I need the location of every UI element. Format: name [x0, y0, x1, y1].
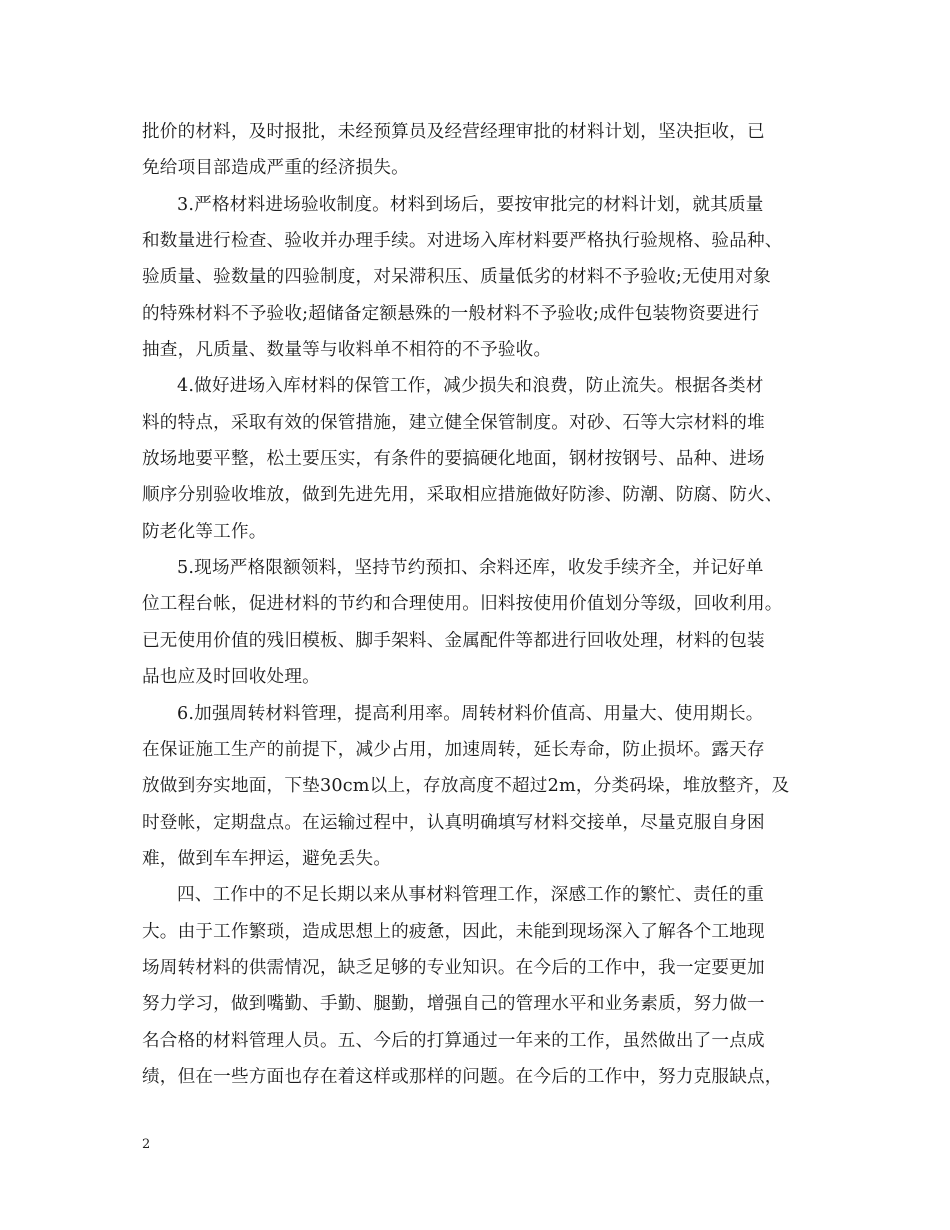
text-line: 大。由于工作繁琐，造成思想上的疲惫，因此，未能到现场深入了解各个工地现 [142, 921, 765, 942]
text-line: 抽查，凡质量、数量等与收料单不相符的不予验收。 [142, 340, 552, 361]
text-line: 名合格的材料管理人员。五、今后的打算通过一年来的工作，虽然做出了一点成 [142, 1030, 765, 1051]
text-line: 和数量进行检查、验收并办理手续。对进场入库材料要严格执行验规格、验品种、 [142, 231, 783, 252]
text-line: 批价的材料，及时报批，未经预算员及经营经理审批的材料计划，坚决拒收，已 [142, 122, 765, 142]
text-line: 品也应及时回收处理。 [142, 667, 320, 688]
text-line: 位工程台帐，促进材料的节约和合理使用。旧料按使用价值划分等级，回收利用。 [142, 594, 783, 615]
text-line: 验质量、验数量的四验制度，对呆滞积压、质量低劣的材料不予验收;无使用对象 [142, 267, 771, 288]
text-line: 顺序分别验收堆放，做到先进先用，采取相应措施做好防渗、防潮、防腐、防火、 [142, 485, 783, 506]
paragraph-item-3 [142, 187, 814, 369]
text-line: 放做到夯实地面，下垫30cm以上，存放高度不超过2m，分类码垛，堆放整齐，及 [142, 776, 790, 797]
text-line: 免给项目部造成严重的经济损失。 [142, 158, 409, 179]
paragraph-continuation [142, 114, 814, 187]
text-line: 的特殊材料不予验收;超储备定额悬殊的一般材料不予验收;成件包装物资要进行 [142, 303, 760, 324]
text-line: 在保证施工生产的前提下，减少占用，加速周转，延长寿命，防止损坏。露天存 [142, 739, 765, 760]
text-line: 难，做到车车押运，避免丢失。 [142, 848, 392, 869]
text-line: 防老化等工作。 [142, 521, 267, 542]
document-body [142, 114, 814, 1095]
text-line: 已无使用价值的残旧模板、脚手架料、金属配件等都进行回收处理，材料的包装 [142, 630, 765, 651]
paragraph-section-4 [142, 877, 814, 1095]
text-line: 场周转材料的供需情况，缺乏足够的专业知识。在今后的工作中，我一定要更加 [142, 957, 765, 978]
text-line: 努力学习，做到嘴勤、手勤、腿勤，增强自己的管理水平和业务素质，努力做一 [142, 994, 765, 1015]
text-line: 3.严格材料进场验收制度。材料到场后，要按审批完的材料计划，就其质量 [177, 194, 764, 215]
text-line: 4.做好进场入库材料的保管工作，减少损失和浪费，防止流失。根据各类材 [177, 376, 764, 397]
text-line: 放场地要平整，松土要压实，有条件的要搞硬化地面，钢材按钢号、品种、进场 [142, 449, 765, 470]
text-line: 6.加强周转材料管理，提高利用率。周转材料价值高、用量大、使用期长。 [177, 703, 764, 724]
paragraph-item-4 [142, 368, 814, 550]
page-number: 2 [142, 1137, 151, 1152]
text-line: 四、工作中的不足长期以来从事材料管理工作，深感工作的繁忙、责任的重 [177, 885, 765, 906]
text-line: 绩，但在一些方面也存在着这样或那样的问题。在今后的工作中，努力克服缺点， [142, 1066, 783, 1087]
text-line: 5.现场严格限额领料，坚持节约预扣、余料还库，收发手续齐全，并记好单 [177, 558, 764, 579]
text-line: 料的特点，采取有效的保管措施，建立健全保管制度。对砂、石等大宗材料的堆 [142, 412, 765, 433]
text-line: 时登帐，定期盘点。在运输过程中，认真明确填写材料交接单，尽量克服自身困 [142, 812, 765, 833]
paragraph-item-6 [142, 696, 814, 878]
paragraph-item-5 [142, 550, 814, 695]
